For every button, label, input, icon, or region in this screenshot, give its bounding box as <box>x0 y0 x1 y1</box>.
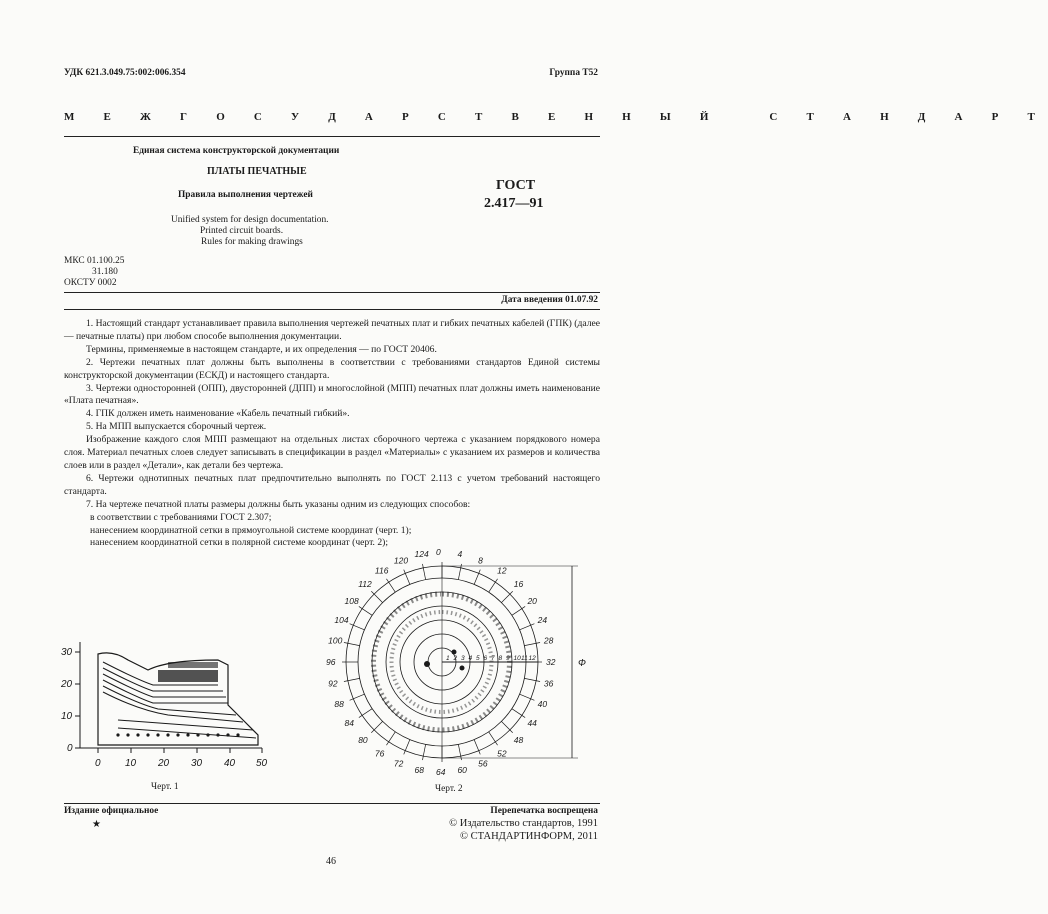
polar-angle-label: 56 <box>478 758 488 769</box>
polar-angle-label: 76 <box>374 748 385 759</box>
radius-tick-label: 3 <box>461 655 465 662</box>
mks-code-2: 31.180 <box>92 267 118 277</box>
polar-angle-label: 36 <box>543 678 554 689</box>
paragraph: в соответствии с требованиями ГОСТ 2.307; <box>90 511 272 523</box>
radius-tick-label: 2 <box>453 655 458 662</box>
group-code: Группа Т52 <box>549 68 598 78</box>
polar-angle-label: 100 <box>328 635 343 646</box>
polar-angle-label: 64 <box>436 767 446 777</box>
polar-spoke <box>524 678 540 681</box>
polar-angle-label: 124 <box>414 549 429 560</box>
paragraph: Изображение каждого слоя МПП размещают на отдельных листах сборочного чертежа с указанием порядкового номера слоя. Материал печатных слоев следует записывать в спецификации в раздел «Материалы» с указанием их размеров и количества слоев или в раздел «Детали», как детали без чертежа. <box>64 434 600 471</box>
reprint-notice: Перепечатка воспрещена <box>490 806 598 816</box>
radius-tick-label: 9 <box>506 655 510 662</box>
gost-label: ГОСТ <box>496 178 536 193</box>
figure-1-drawing <box>58 640 278 780</box>
x-tick-label: 20 <box>158 758 170 769</box>
system-name: Единая система конструкторской документации <box>133 146 340 156</box>
interstate-standard-heading: М Е Ж Г О С У Д А Р С Т В Е Н Н Ы Й С Т А Н Д А Р Т <box>64 111 1048 123</box>
paragraph: 6. Чертежи однотипных печатных плат предпочтительно выполнять по ГОСТ 2.113 с учетом требований настоящего стандарта. <box>64 472 600 497</box>
paragraph: 3. Чертежи односторонней (ОПП), двусторонней (ДПП) и многослойной (МПП) печатных плат должны иметь наименование «Плата печатная». <box>64 382 600 407</box>
official-edition: Издание официальное <box>64 806 159 816</box>
polar-angle-label: 68 <box>414 764 425 775</box>
polar-angle-label: 4 <box>457 549 463 560</box>
x-tick-label: 40 <box>224 758 236 769</box>
polar-spoke <box>458 744 461 760</box>
mks-code-1: МКС 01.100.25 <box>64 256 125 266</box>
english-title-line-3: Rules for making drawings <box>201 237 303 247</box>
paragraph: 5. На МПП выпускается сборочный чертеж. <box>86 421 267 433</box>
figure-1-caption: Черт. 1 <box>151 782 179 792</box>
udk-code: УДК 621.3.049.75:002:006.354 <box>64 68 186 78</box>
body-text <box>64 318 600 550</box>
paragraph: нанесением координатной сетки в прямоугольной системе координат (черт. 1); <box>90 524 412 536</box>
x-tick-label: 10 <box>125 758 137 769</box>
polar-angle-label: 80 <box>358 734 368 745</box>
paragraph: 2. Чертежи печатных плат должны быть выполнены в соответствии с требованиями стандартов Единой системы конструкторской документации (ЕСКД) и настоящего стандарта. <box>64 356 600 381</box>
polar-angle-label: 0 <box>436 547 441 557</box>
radius-tick-label: 8 <box>498 655 503 662</box>
polar-angle-label: 60 <box>457 764 467 775</box>
radius-tick-label: 4 <box>468 655 473 662</box>
paragraph: Термины, применяемые в настоящем стандарте, и их определения — по ГОСТ 20406. <box>86 343 437 355</box>
figure-2-caption: Черт. 2 <box>435 784 463 794</box>
polar-angle-label: 44 <box>527 718 537 729</box>
polar-spoke <box>458 564 461 580</box>
polar-angle-label: 108 <box>344 595 359 606</box>
polar-angle-label: 28 <box>543 635 554 646</box>
polar-spoke <box>371 591 382 602</box>
polar-angle-label: 32 <box>546 657 556 667</box>
page-number: 46 <box>326 856 336 867</box>
polar-spoke <box>344 678 360 681</box>
polar-spoke <box>524 642 540 645</box>
gost-number: 2.417—91 <box>484 196 544 211</box>
paragraph: 4. ГПК должен иметь наименование «Кабель печатный гибкий». <box>86 408 350 420</box>
polar-spoke <box>422 564 425 580</box>
polar-angle-label: 8 <box>478 555 483 566</box>
document-title: ПЛАТЫ ПЕЧАТНЫЕ <box>207 166 307 177</box>
paragraph: 1. Настоящий стандарт устанавливает правила выполнения чертежей печатных плат и гибких печатных кабелей (ГПК) (далее — печатные платы) при любом способе выполнения документации. <box>64 318 600 342</box>
polar-spoke <box>501 591 512 602</box>
middle-rule <box>64 292 600 293</box>
polar-angle-label: 88 <box>334 699 344 710</box>
y-tick-label: 0 <box>67 743 73 754</box>
paragraph: нанесением координатной сетки в полярной системе координат (черт. 2); <box>90 537 389 549</box>
radius-tick-label: 11 <box>521 655 528 662</box>
date-rule <box>64 309 600 310</box>
radius-tick-label: 10 <box>513 655 521 662</box>
diameter-label: Ф <box>578 658 586 669</box>
figure-2-drawing <box>322 547 602 782</box>
x-tick-label: 30 <box>191 758 203 769</box>
polar-angle-label: 120 <box>393 555 409 566</box>
polar-angle-label: 40 <box>537 699 548 710</box>
polar-angle-label: 52 <box>497 748 507 759</box>
polar-angle-label: 96 <box>326 657 336 667</box>
okstu-code: ОКСТУ 0002 <box>64 278 117 288</box>
paragraph: 7. На чертеже печатной платы размеры должны быть указаны одним из следующих способов: <box>86 498 471 510</box>
y-tick-label: 20 <box>61 679 73 690</box>
english-title-line-1: Unified system for design documentation. <box>171 215 329 225</box>
star-mark: ★ <box>92 819 101 830</box>
document-subtitle: Правила выполнения чертежей <box>178 190 313 200</box>
radius-tick-label: 1 <box>446 655 450 662</box>
polar-spoke <box>371 721 382 732</box>
polar-spoke <box>344 642 360 645</box>
polar-angle-label: 116 <box>374 565 389 576</box>
radius-tick-label: 7 <box>491 655 495 662</box>
top-rule <box>64 136 600 137</box>
polar-spoke <box>422 744 425 760</box>
copyright-2011: © СТАНДАРТИНФОРМ, 2011 <box>460 831 598 842</box>
polar-angle-label: 104 <box>334 614 349 625</box>
polar-angle-label: 16 <box>513 579 524 590</box>
copyright-1991: © Издательство стандартов, 1991 <box>449 818 598 829</box>
polar-angle-label: 84 <box>344 718 355 729</box>
english-title-line-2: Printed circuit boards. <box>200 226 284 236</box>
radius-tick-label: 5 <box>476 655 480 662</box>
y-tick-label: 10 <box>61 711 73 722</box>
polar-angle-label: 48 <box>513 734 524 745</box>
introduction-date: Дата введения 01.07.92 <box>501 295 598 305</box>
polar-angle-label: 20 <box>527 595 537 606</box>
radius-tick-label: 6 <box>483 655 488 662</box>
radius-tick-label: 12 <box>528 655 536 662</box>
x-tick-label: 50 <box>256 758 268 769</box>
polar-angle-label: 72 <box>393 758 404 769</box>
polar-angle-label: 12 <box>497 565 507 576</box>
polar-angle-label: 112 <box>358 579 372 590</box>
polar-spoke <box>501 721 512 732</box>
x-tick-label: 0 <box>95 758 101 769</box>
footer-rule <box>64 803 600 804</box>
polar-angle-label: 92 <box>328 678 338 689</box>
y-tick-label: 30 <box>61 647 73 658</box>
polar-angle-label: 24 <box>537 614 548 625</box>
